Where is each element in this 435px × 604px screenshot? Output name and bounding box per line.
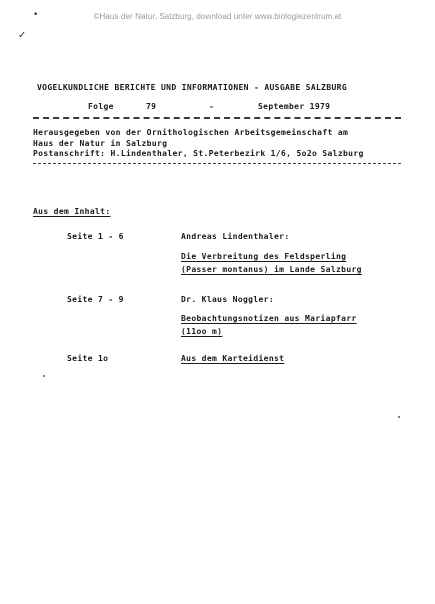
scan-speck [43, 375, 45, 377]
entry-3-pages: Seite 1o [67, 354, 109, 363]
header-dash: - [209, 102, 215, 111]
folge-number: 79 [146, 102, 157, 111]
entry-1-author: Andreas Lindenthaler: [181, 232, 290, 241]
entry-2-author: Dr. Klaus Noggler: [181, 295, 274, 304]
entry-1-pages: Seite 1 - 6 [67, 232, 124, 241]
entry-2-title-line-2: (11oo m) [181, 327, 223, 336]
issue-date: September 1979 [258, 102, 331, 111]
entry-1-title-line-1: Die Verbreitung des Feldsperling [181, 252, 347, 261]
entry-2-title-line-1: Beobachtungsnotizen aus Mariapfarr [181, 314, 357, 323]
publication-title: VOGELKUNDLICHE BERICHTE UND INFORMATIONEN - AUSGABE SALZBURG [37, 83, 347, 92]
entry-3-title-line-1: Aus dem Karteidienst [181, 354, 285, 363]
publisher-line-2: Haus der Natur in Salzburg [33, 139, 168, 148]
folge-label: Folge [88, 102, 114, 111]
contents-heading: Aus dem Inhalt: [33, 207, 111, 216]
divider-top [33, 117, 401, 119]
check-mark-icon: ✓ [18, 30, 27, 41]
publisher-address: Postanschrift: H.Lindenthaler, St.Peterbezirk 1/6, 5o2o Salzburg [33, 149, 364, 158]
entry-1-title-line-2: (Passer montanus) im Lande Salzburg [181, 265, 362, 274]
divider-bottom [33, 163, 401, 164]
scan-speck [398, 416, 400, 418]
scan-dot-mark: • [33, 10, 39, 20]
entry-2-pages: Seite 7 - 9 [67, 295, 124, 304]
publisher-line-1: Herausgegeben von der Ornithologischen Arbeitsgemeinschaft am [33, 128, 349, 137]
watermark: ©Haus der Natur, Salzburg, download unter www.biologiezentrum.at [93, 12, 342, 21]
